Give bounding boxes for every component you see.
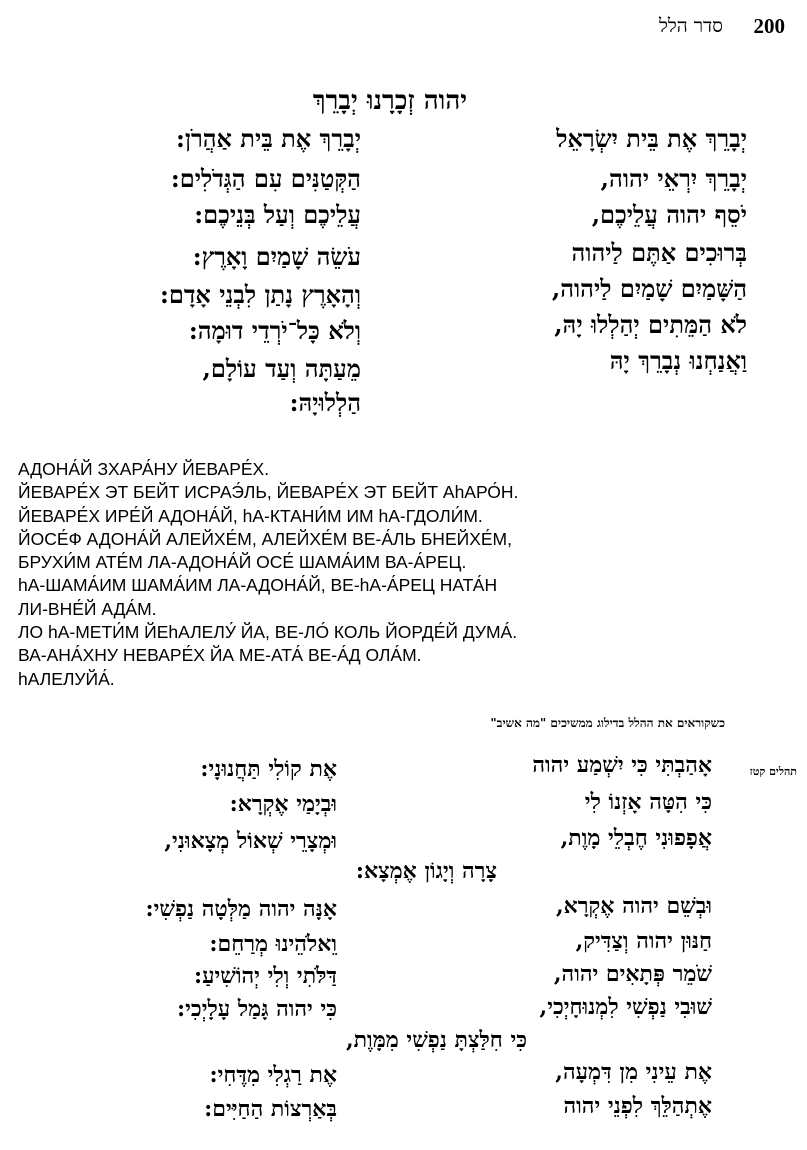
verse-line-right: שׁוּבִי נַפְשִׁי לִמְנוּחָיְכִי,: [539, 994, 712, 1020]
transliteration-line: ЛО hА-МЕТИ́М ЙЕhАЛЕЛУ́ ЙА, ВЕ-ЛО́ КОЛЬ ЙОРДЕ́Й ДУМА́.: [18, 622, 518, 643]
verse-line-center: צָרָה וְיָגוֹן אֶמְצָא:: [355, 858, 497, 884]
verse-line-right: אֶת עֵינִי מִן דִּמְעָה,: [555, 1059, 712, 1085]
psalm-reference: תהלים קטז: [749, 765, 797, 778]
verse-line-left: עֲלֵיכֶם וְעַל בְּנֵיכֶם:: [194, 200, 361, 229]
verse-line-right: אֶתְהַלֵּךְ לִפְנֵי יהוה: [563, 1093, 712, 1119]
verse-line-right: אָהַבְתִּי כִּי יִשְׁמַע יהוה: [532, 752, 712, 778]
verse-line-right: חַנּוּן יהוה וְצַדִּיק,: [575, 928, 712, 954]
verse-heading: יהוה זְכָרָנוּ יְבָרֵךְ: [312, 86, 468, 116]
verse-line-right: יְבָרֵךְ יִרְאֵי יהוה,: [600, 164, 747, 193]
verse-line-left: וְהָאָרֶץ נָתַן לִבְנֵי אָדָם:: [160, 280, 361, 309]
verse-line-left: וֵאלֹהֵינוּ מְרַחֵם:: [209, 931, 337, 957]
transliteration-block: [18, 458, 618, 691]
page-number: 200: [753, 14, 785, 38]
verse-line-right: לֹא הַמֵּתִים יְהַלְלוּ יָהּ,: [554, 310, 747, 339]
transliteration-line: ЛИ-ВНЕ́Й АДА́М.: [18, 598, 157, 619]
transliteration-line: hА-ШАМА́ИМ ШАМА́ИМ ЛА-АДОНА́Й, ВЕ-hА-А́РЕЦ НАТА́Н: [18, 575, 498, 596]
page-header: [0, 14, 785, 46]
verse-line-right: אֲפָפוּנִי חֶבְלֵי מָוֶת,: [560, 825, 712, 851]
verse-line-right: שֹׁמֵר פְּתָאִים יהוה,: [553, 961, 712, 987]
verse-line-right: בְּרוּכִים אַתֶּם לַיהוה: [571, 238, 747, 267]
verse-line-left: וְלֹא כָּל־יֹרְדֵי דוּמָה:: [188, 316, 361, 345]
transliteration-line: hАЛЕЛУЙА́.: [18, 668, 115, 689]
transliteration-line: ЙОСЕ́Ф АДОНА́Й АЛЕЙХЕ́М, АЛЕЙХЕ́М ВЕ-А́ЛЬ БНЕЙХЕ́М,: [18, 528, 512, 549]
transliteration-line: ЙЕВАРЕ́Х ЭТ БЕЙТ ИСРАЭ́ЛЬ, ЙЕВАРЕ́Х ЭТ БЕЙТ АhАРО́Н.: [18, 482, 519, 503]
verse-line-left: וּבְיָמַי אֶקְרָא:: [229, 791, 337, 817]
verse-line-left: יְבָרֵךְ אֶת בֵּית אַהֲרֹן:: [175, 124, 361, 153]
page-title: סדר הלל: [658, 15, 723, 37]
verse-line-right: וּבְשֵׁם יהוה אֶקְרָא,: [555, 893, 712, 919]
verse-line-left: עֹשֵׂה שָׁמַיִם וָאָרֶץ:: [192, 242, 361, 271]
transliteration-line: ВА-АНА́ХНУ НЕВАРЕ́Х ЙА МЕ-АТА́ ВЕ-А́Д ОЛА́М.: [18, 645, 422, 666]
verse-line-left: אָנָּה יהוה מַלְּטָה נַפְשִׁי:: [145, 896, 337, 922]
transliteration-line: АДОНА́Й ЗХАРА́НУ ЙЕВАРЕ́Х.: [18, 459, 270, 479]
verse-line-right: וַאֲנַחְנוּ נְבָרֵךְ יָהּ: [609, 346, 747, 375]
verse-line-right: כִּי הִטָּה אָזְנוֹ לִי: [584, 789, 712, 815]
verse-line-left: אֶת קוֹלִי תַּחֲנוּנָי:: [200, 756, 337, 782]
verse-line-left: וּמְצָרֵי שְׁאוֹל מְצָאוּנִי,: [164, 828, 337, 854]
verse-line-left: הַקְּטַנִּים עִם הַגְּדֹלִים:: [170, 164, 361, 193]
verse-line-right: יֹסֵף יהוה עֲלֵיכֶם,: [591, 200, 747, 229]
reading-instruction: כשקוראים את ההלל בדילוג ממשיכים "מה אשיב": [490, 716, 725, 730]
verse-line-right: הַשָּׁמַיִם שָׁמַיִם לַיהוה,: [551, 274, 747, 303]
verse-line-left: אֶת רַגְלִי מִדֶּחִי:: [209, 1062, 337, 1088]
transliteration-line: ЙЕВАРЕ́Х ИРЕ́Й АДОНА́Й, hА-КТАНИ́М ИМ hА-ГДОЛИ́М.: [18, 505, 483, 526]
verse-line-left: דַּלֹּתִי וְלִי יְהוֹשִׁיעַ:: [193, 963, 337, 989]
verse-ending: הַלְלוּיָהּ:: [289, 388, 361, 417]
verse-line-left: כִּי יהוה גָּמַל עָלָיְכִי:: [177, 996, 337, 1022]
verse-line-center: כִּי חִלַּצְתָּ נַפְשִׁי מִמָּוֶת,: [345, 1027, 527, 1053]
verse-line-left: בְּאַרְצוֹת הַחַיִּים:: [204, 1096, 337, 1122]
verse-line-right: יְבָרֵךְ אֶת בֵּית יִשְׂרָאֵל: [556, 124, 747, 153]
verse-line-left: מֵעַתָּה וְעַד עוֹלָם,: [202, 354, 361, 383]
transliteration-line: БРУХИ́М АТЕ́М ЛА-АДОНА́Й ОСЕ́ ШАМА́ИМ ВА-А́РЕЦ.: [18, 552, 467, 573]
